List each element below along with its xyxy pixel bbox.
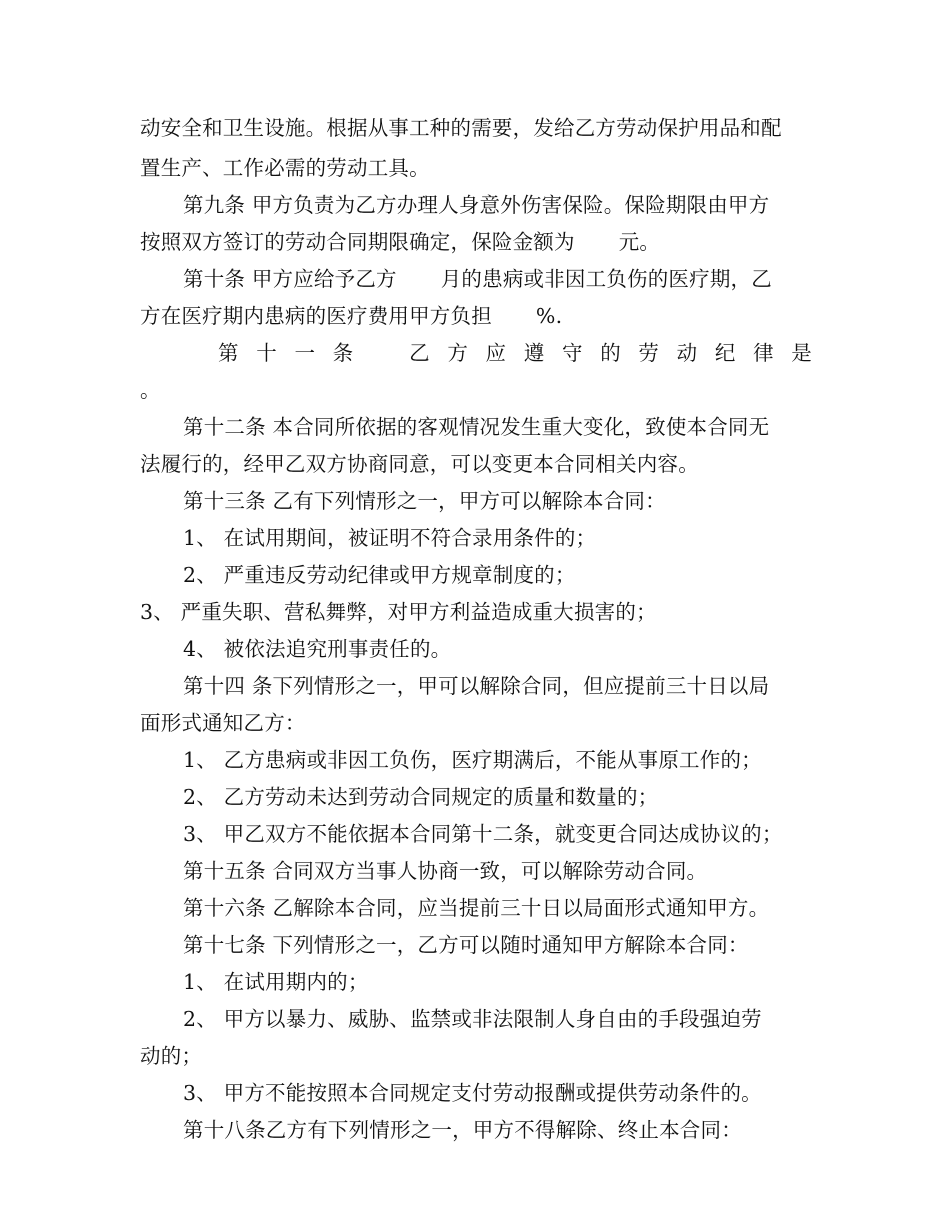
text-line: 动安全和卫生设施。根据从事工种的需要，发给乙方劳动保护用品和配 — [140, 116, 782, 140]
text-segment: 按照双方签订的劳动合同期限确定，保险金额为 — [140, 230, 575, 254]
text-line: 动的； — [140, 1044, 203, 1068]
list-item: 3、 甲乙双方不能依据本合同第十二条，就变更合同达成协议的； — [183, 822, 783, 846]
justified-char: 是 — [791, 341, 812, 365]
justified-gap — [371, 340, 392, 366]
justified-char: 律 — [753, 341, 774, 365]
article-12-line: 第十二条 本合同所依据的客观情况发生重大变化，致使本合同无 — [183, 415, 770, 439]
justified-char: 乙 — [409, 341, 430, 365]
article-9-line: 第九条 甲方负责为乙方办理人身意外伤害保险。保险期限由甲方 — [183, 193, 770, 217]
article-14-line: 第十四 条下列情形之一，甲可以解除合同，但应提前三十日以局 — [183, 674, 770, 698]
justified-char: 纪 — [714, 341, 736, 365]
article-10-line — [183, 266, 772, 292]
justified-char: 守 — [561, 341, 583, 365]
justified-char: 劳 — [638, 341, 659, 365]
text-line: 面形式通知乙方： — [140, 711, 306, 735]
article-18-line: 第十八条乙方有下列情形之一，甲方不得解除、终止本合同： — [183, 1118, 742, 1142]
article-17-line: 第十七条 下列情形之一，乙方可以随时通知甲方解除本合同： — [183, 933, 749, 957]
text-line: 法履行的，经甲乙双方协商同意，可以变更本合同相关内容。 — [140, 452, 699, 476]
text-line: 。 — [140, 378, 161, 402]
article-15-line: 第十五条 合同双方当事人协商一致，可以解除劳动合同。 — [183, 859, 708, 883]
justified-char: 第 — [218, 341, 239, 365]
justified-char: 方 — [447, 341, 468, 365]
text-segment: 月的患病或非因工负伤的医疗期，乙 — [440, 267, 772, 291]
list-item: 2、 严重违反劳动纪律或甲方规章制度的； — [183, 563, 576, 587]
justified-char: 动 — [676, 341, 698, 365]
justified-char: 一 — [294, 341, 315, 365]
list-item: 3、 甲方不能按照本合同规定支付劳动报酬或提供劳动条件的。 — [183, 1081, 762, 1105]
justified-char: 十 — [256, 341, 277, 365]
list-item: 1、 在试用期间，被证明不符合录用条件的； — [183, 526, 597, 550]
list-item: 4、 被依法追究刑事责任的。 — [183, 637, 452, 661]
list-item: 3、 严重失职、营私舞弊，对甲方利益造成重大损害的； — [140, 600, 657, 624]
text-segment: 第十条 甲方应给予乙方 — [183, 267, 397, 291]
list-item: 1、 乙方患病或非因工负伤，医疗期满后，不能从事原工作的； — [183, 748, 762, 772]
text-segment: 方在医疗期内患病的医疗费用甲方负担 — [140, 304, 492, 328]
text-line: 置生产、工作必需的劳动工具。 — [140, 156, 430, 180]
list-item: 2、 甲方以暴力、威胁、监禁或非法限制人身自由的手段强迫劳 — [183, 1007, 762, 1031]
text-segment: %. — [535, 304, 563, 328]
article-16-line: 第十六条 乙解除本合同，应当提前三十日以局面形式通知甲方。 — [183, 896, 770, 920]
article-13-line: 第十三条 乙有下列情形之一，甲方可以解除本合同： — [183, 489, 666, 513]
text-line — [140, 229, 660, 255]
justified-char: 遵 — [523, 341, 545, 365]
list-item: 1、 在试用期内的； — [183, 970, 369, 994]
justified-char: 条 — [332, 341, 354, 365]
article-11-line — [218, 340, 812, 366]
list-item: 2、 乙方劳动未达到劳动合同规定的质量和数量的； — [183, 785, 659, 809]
text-line — [140, 303, 562, 329]
justified-char: 的 — [600, 341, 621, 365]
text-segment: 元。 — [618, 230, 661, 254]
justified-char: 应 — [485, 341, 507, 365]
